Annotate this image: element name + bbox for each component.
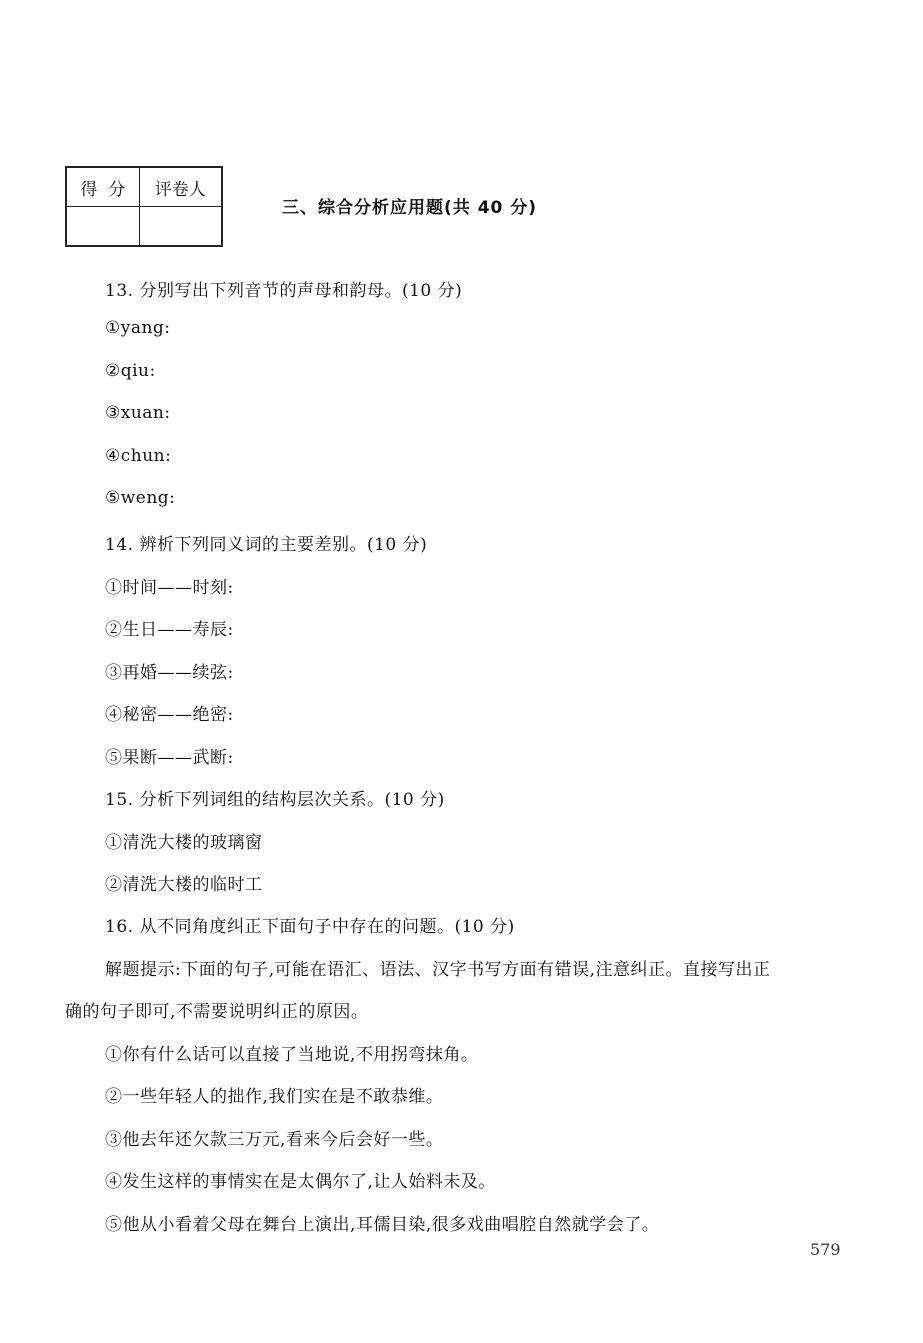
q15-item-1: ①清洗大楼的玻璃窗 [105, 833, 263, 853]
score-label: 得 分 [66, 167, 139, 207]
q16-hint-line-1: 解题提示:下面的句子,可能在语汇、语法、汉字书写方面有错误,注意纠正。直接写出正 [105, 960, 771, 980]
q16-hint-line-2: 确的句子即可,不需要说明纠正的原因。 [65, 1002, 369, 1022]
q16-item-1: ①你有什么话可以直接了当地说,不用拐弯抹角。 [105, 1045, 479, 1065]
q14-item-1: ①时间——时刻: [105, 578, 234, 598]
q14-item-3: ③再婚——续弦: [105, 663, 234, 683]
q14-item-4: ④秘密——绝密: [105, 705, 234, 725]
grader-cell[interactable] [139, 207, 222, 247]
q16-item-5: ⑤他从小看着父母在舞台上演出,耳儒目染,很多戏曲唱腔自然就学会了。 [105, 1215, 660, 1235]
q13-item-3: ③xuan: [105, 403, 171, 423]
q13-item-2: ②qiu: [105, 361, 156, 381]
score-cell[interactable] [66, 207, 139, 247]
section-title: 三、综合分析应用题(共 40 分) [282, 198, 538, 218]
q13-item-4: ④chun: [105, 446, 172, 466]
q16-item-4: ④发生这样的事情实在是太偶尔了,让人始料未及。 [105, 1172, 496, 1192]
q14-item-5: ⑤果断——武断: [105, 748, 234, 768]
q16-item-3: ③他去年还欠款三万元,看来今后会好一些。 [105, 1130, 444, 1150]
q13-item-5: ⑤weng: [105, 488, 176, 508]
q15-title: 15. 分析下列词组的结构层次关系。(10 分) [105, 790, 445, 810]
page-number: 579 [810, 1240, 841, 1259]
grader-label: 评卷人 [139, 167, 222, 207]
q16-item-2: ②一些年轻人的拙作,我们实在是不敢恭维。 [105, 1087, 444, 1107]
q14-title: 14. 辨析下列同义词的主要差别。(10 分) [105, 535, 428, 555]
q13-title: 13. 分别写出下列音节的声母和韵母。(10 分) [105, 281, 463, 301]
q13-item-1: ①yang: [105, 318, 171, 338]
q14-item-2: ②生日——寿辰: [105, 620, 234, 640]
q15-item-2: ②清洗大楼的临时工 [105, 875, 263, 895]
q16-title: 16. 从不同角度纠正下面句子中存在的问题。(10 分) [105, 917, 515, 937]
score-table [65, 166, 223, 247]
